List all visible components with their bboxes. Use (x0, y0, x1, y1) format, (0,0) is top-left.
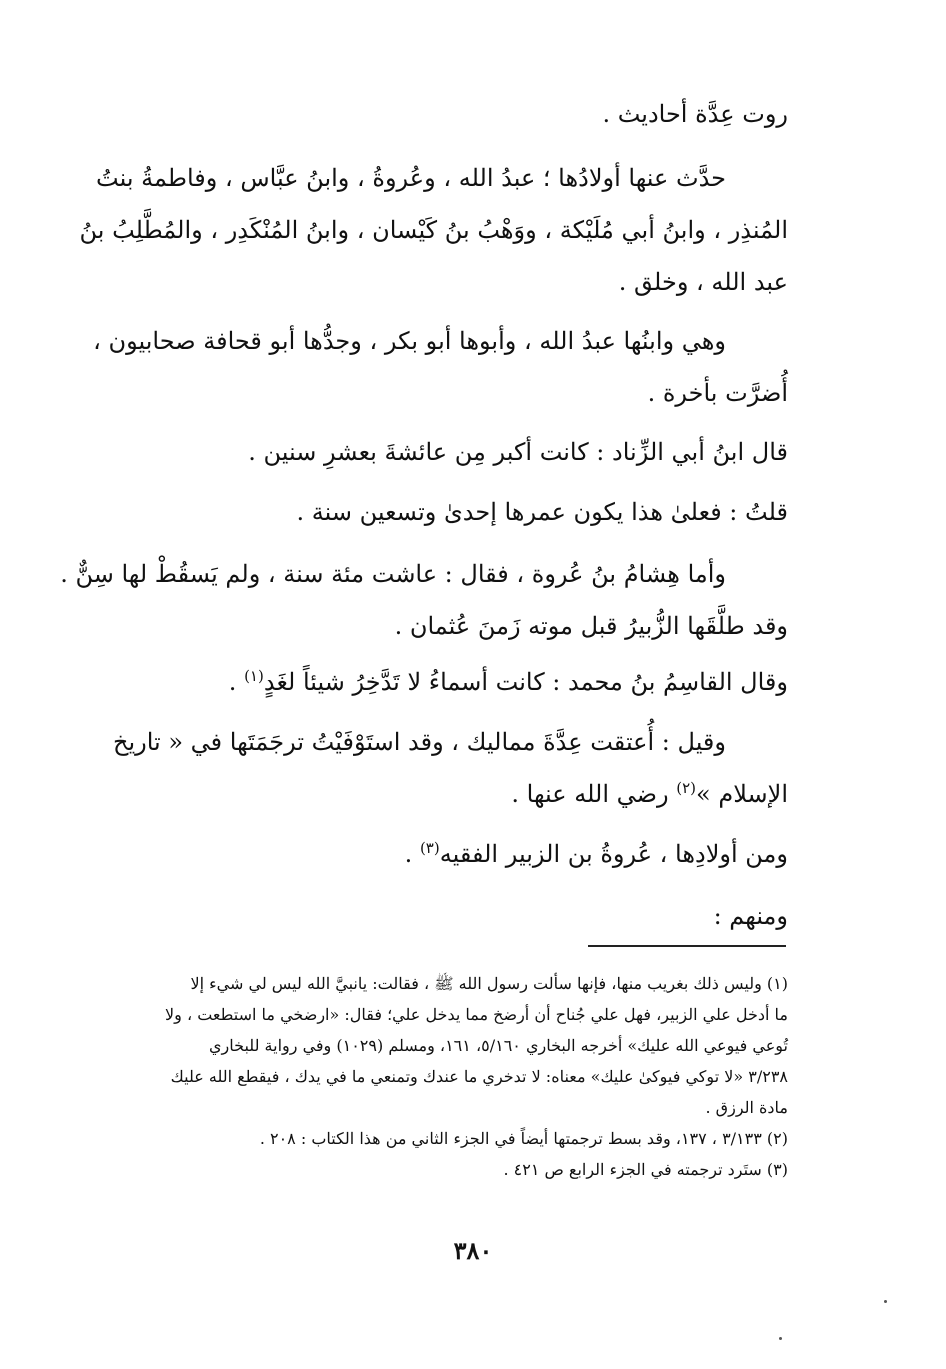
paragraph-text-tail: رضي الله عنها . (511, 780, 677, 808)
text-line: حدَّث عنها أولادُها ؛ عبدُ الله ، وعُروةُ ، وابنُ عبَّاس ، وفاطمةُ بنتُ (96, 164, 726, 192)
paragraph-text-tail: . (228, 668, 245, 696)
scan-speck (779, 1337, 782, 1340)
footnote-line: تُوعي فيوعي الله عليك» أخرجه البخاري ٥/١٦٠، ١٦١، ومسلم (١٠٢٩) وفي رواية للبخاري (209, 1036, 788, 1055)
paragraph-1 (118, 88, 850, 140)
paragraph-text: ومن أولادِها ، عُروةُ بن الزبير الفقيه (439, 840, 788, 868)
footnotes (118, 968, 788, 1185)
text-line: وهي وابنُها عبدُ الله ، وأبوها أبو بكر ، وجدُّها أبو قحافة صحابيون ، (93, 327, 726, 355)
text-line: وقد طلَّقَها الزُّبيرُ قبل موته زَمنَ عُثمان . (394, 612, 788, 640)
paragraph-3 (93, 315, 788, 419)
text-line: قلتُ : فعلىٰ هذا يكون عمرها إحدىٰ وتسعين سنة . (296, 498, 788, 526)
paragraph-text: الإسلام » (696, 780, 788, 808)
footnote-line: ٣/٢٣٨ «لا توكي فيوكىٰ عليك» معناه: لا تدخري ما عندك وتمنعي ما في يدك ، فيقطع الله عليك (170, 1067, 788, 1086)
footnote-marker[interactable]: (١) (244, 667, 264, 685)
paragraph-2 (79, 152, 788, 308)
text-line: روت عِدَّة أحاديث . (602, 100, 788, 128)
paragraph-7 (118, 656, 850, 708)
footnote-line: (٢) ٣/١٣٣ ، ١٣٧، وقد بسط ترجمتها أيضاً في الجزء الثاني من هذا الكتاب : ٢٠٨ . (259, 1129, 788, 1148)
text-line: ومنهم : (713, 902, 788, 930)
text-line (118, 656, 788, 708)
footnote-line: مادة الرزق . (705, 1098, 788, 1117)
page-number: ٣٨٠ (453, 1236, 493, 1265)
footnote-line: (١) وليس ذلك بغريب منها، فإنها سألت رسول الله ﷺ ، فقالت: يانبيَّ الله ليس لي شيء إلا (190, 974, 788, 993)
paragraph-8 (112, 716, 788, 820)
paragraph-4 (118, 426, 850, 478)
paragraph-text: وقال القاسِمُ بنُ محمد : كانت أسماءُ لا تَدَّخِرُ شيئاً لغَدٍ (263, 668, 788, 696)
text-line (118, 828, 788, 880)
paragraph-10 (118, 890, 788, 942)
text-line: أُضرَّت بأخرة . (647, 379, 788, 407)
footnote-marker[interactable]: (٣) (419, 839, 440, 857)
scan-speck (884, 1300, 887, 1303)
text-line: عبد الله ، وخلق . (618, 268, 788, 296)
text-line: المُنذِر ، وابنُ أبي مُلَيْكة ، ووَهْبُ بنُ كَيْسان ، وابنُ المُنْكَدِر ، والمُطَّلِبُ بنُ (79, 216, 788, 244)
paragraph-6 (60, 548, 788, 652)
text-line: قال ابنُ أبي الزِّناد : كانت أكبر مِن عائشةَ بعشرِ سنين . (248, 438, 788, 466)
paragraph-9 (118, 828, 850, 880)
text-line (118, 768, 788, 820)
paragraph-text-tail: . (404, 840, 420, 868)
footnote-marker[interactable]: (٢) (676, 779, 697, 797)
paragraph-5 (118, 486, 850, 538)
text-line: وأما هِشامُ بنُ عُروة ، فقال : عاشت مئة سنة ، ولم يَسقُطْ لها سِنٌّ . (60, 560, 726, 588)
footnote-line: ما أدخل علي الزبير، فهل علي جُناح أن أرضخ مما يدخل علي؛ فقال: «ارضخي ما استطعت ، ولا (165, 1005, 788, 1024)
footnote-line: (٣) ستَرد ترجمته في الجزء الرابع ص ٤٢١ . (503, 1160, 788, 1179)
footnote-separator (588, 945, 786, 947)
text-line: وقيل : أُعتقت عِدَّةَ مماليك ، وقد استَوْفَيْتُ ترجَمَتَها في « تاريخ (112, 728, 726, 756)
